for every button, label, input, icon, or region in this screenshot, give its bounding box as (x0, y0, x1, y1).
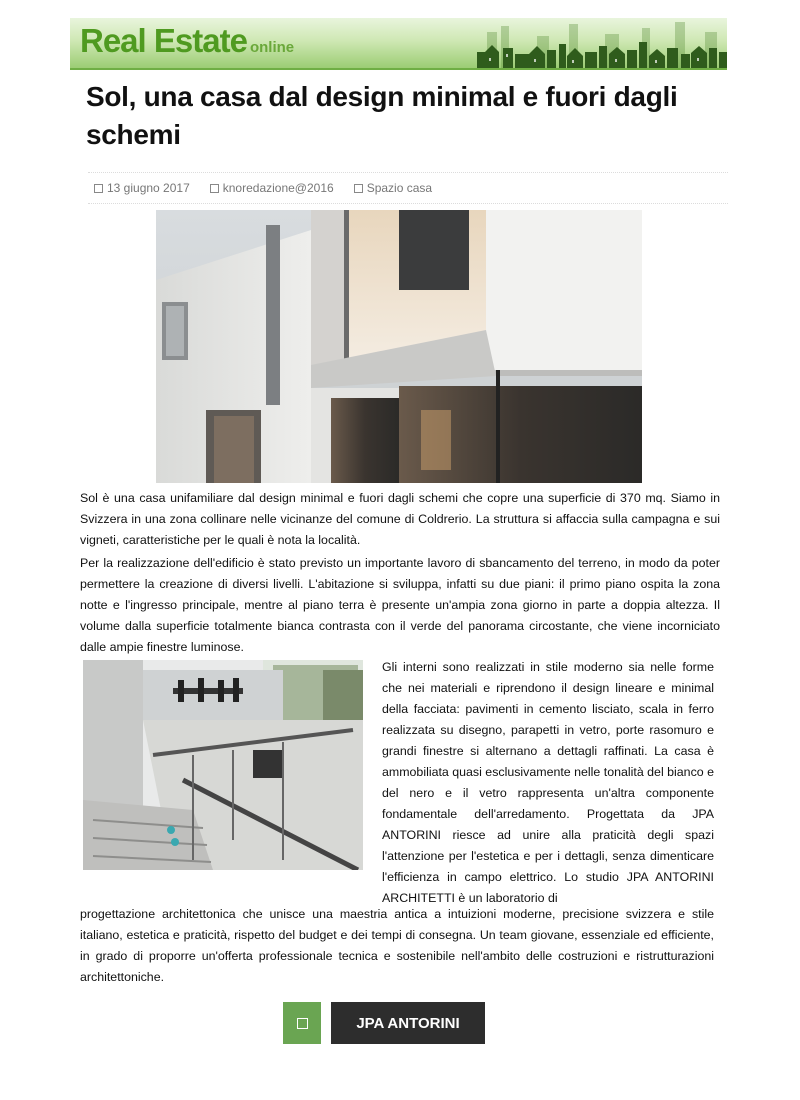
logo-estate: Estate (153, 22, 247, 59)
tag-jpa-antorini-button[interactable]: JPA ANTORINI (331, 1002, 485, 1044)
tag-icon-button[interactable] (283, 1002, 321, 1044)
article-paragraph-3: Gli interni sono realizzati in stile moderno sia nelle forme che nei materiali e riprendono il design lineare e minimal della facciata: pavimenti in cemento lisciato, scala in ferro realizzata su disegno, parapetti in vetro, porte rasomuro e grandi finestre si alternano a dettagli raffinati. La casa è ammobiliata quasi esclusivamente nelle tonalità del bianco e del nero e il vetro rappresenta un'altra componente fondamentale dell'arredamento. Progettata da JPA ANTORINI riesce ad unire alla praticità degli spazi l'attenzione per l'estetica e per i dettagli, senza dimenticare l'efficienza in campo elettrico. Lo studio JPA ANTORINI ARCHITETTI è un laboratorio di (382, 660, 714, 905)
article-title: Sol, una casa dal design minimal e fuori dagli schemi (86, 81, 678, 150)
meta-date-text: 13 giugno 2017 (107, 181, 190, 195)
meta-date (94, 181, 190, 195)
user-icon (210, 184, 219, 193)
meta-author[interactable] (210, 181, 334, 195)
interior-staircase-image (83, 660, 363, 870)
site-logo[interactable] (80, 22, 294, 60)
meta-author-text[interactable]: knoredazione@2016 (222, 181, 334, 195)
article-paragraph-4: progettazione architettonica che unisce una maestria antica a intuizioni moderne, precisione svizzera e stile italiano, estetica e praticità, rispetto del budget e dei tempi di consegna. Un team giovane, essenziale ed efficiente, in grado di proporre un'offerta professionale tecnica e sostenibile nell'ambito delle costruzioni e ristrutturazioni architettoniche. (80, 907, 714, 984)
article-paragraph-1: Sol è una casa unifamiliare dal design minimal e fuori dagli schemi che copre una superficie di 370 mq. Siamo in Svizzera in una zona collinare nelle vicinanze del comune di Coldrerio. La struttura si affaccia sulla campagna e sui vigneti, caratteristiche per le quali è nota la località. (80, 491, 720, 547)
meta-category[interactable] (354, 181, 432, 195)
folder-icon (354, 184, 363, 193)
logo-real: Real (80, 22, 146, 59)
article-meta (88, 172, 728, 204)
tag-icon (297, 1018, 308, 1029)
meta-category-text[interactable]: Spazio casa (366, 181, 433, 195)
site-header-banner[interactable] (70, 18, 727, 70)
house-exterior-image (156, 210, 642, 483)
article-paragraph-2: Per la realizzazione dell'edificio è stato previsto un importante lavoro di sbancamento del terreno, in modo da poter permettere la creazione di diversi livelli. L'abitazione si sviluppa, infatti su due piani: il primo piano ospita la zona notte e l'ingresso principale, mentre al piano terra è presente un'ampia zona giorno in parte a doppia altezza. Il volume dalla superficie totalmente bianca contrasta con il verde del panorama circostante, che viene incorniciato dalle ampie finestre luminose. (80, 556, 720, 654)
city-skyline-icon (477, 18, 727, 68)
logo-online: online (249, 39, 295, 56)
calendar-icon (94, 184, 103, 193)
